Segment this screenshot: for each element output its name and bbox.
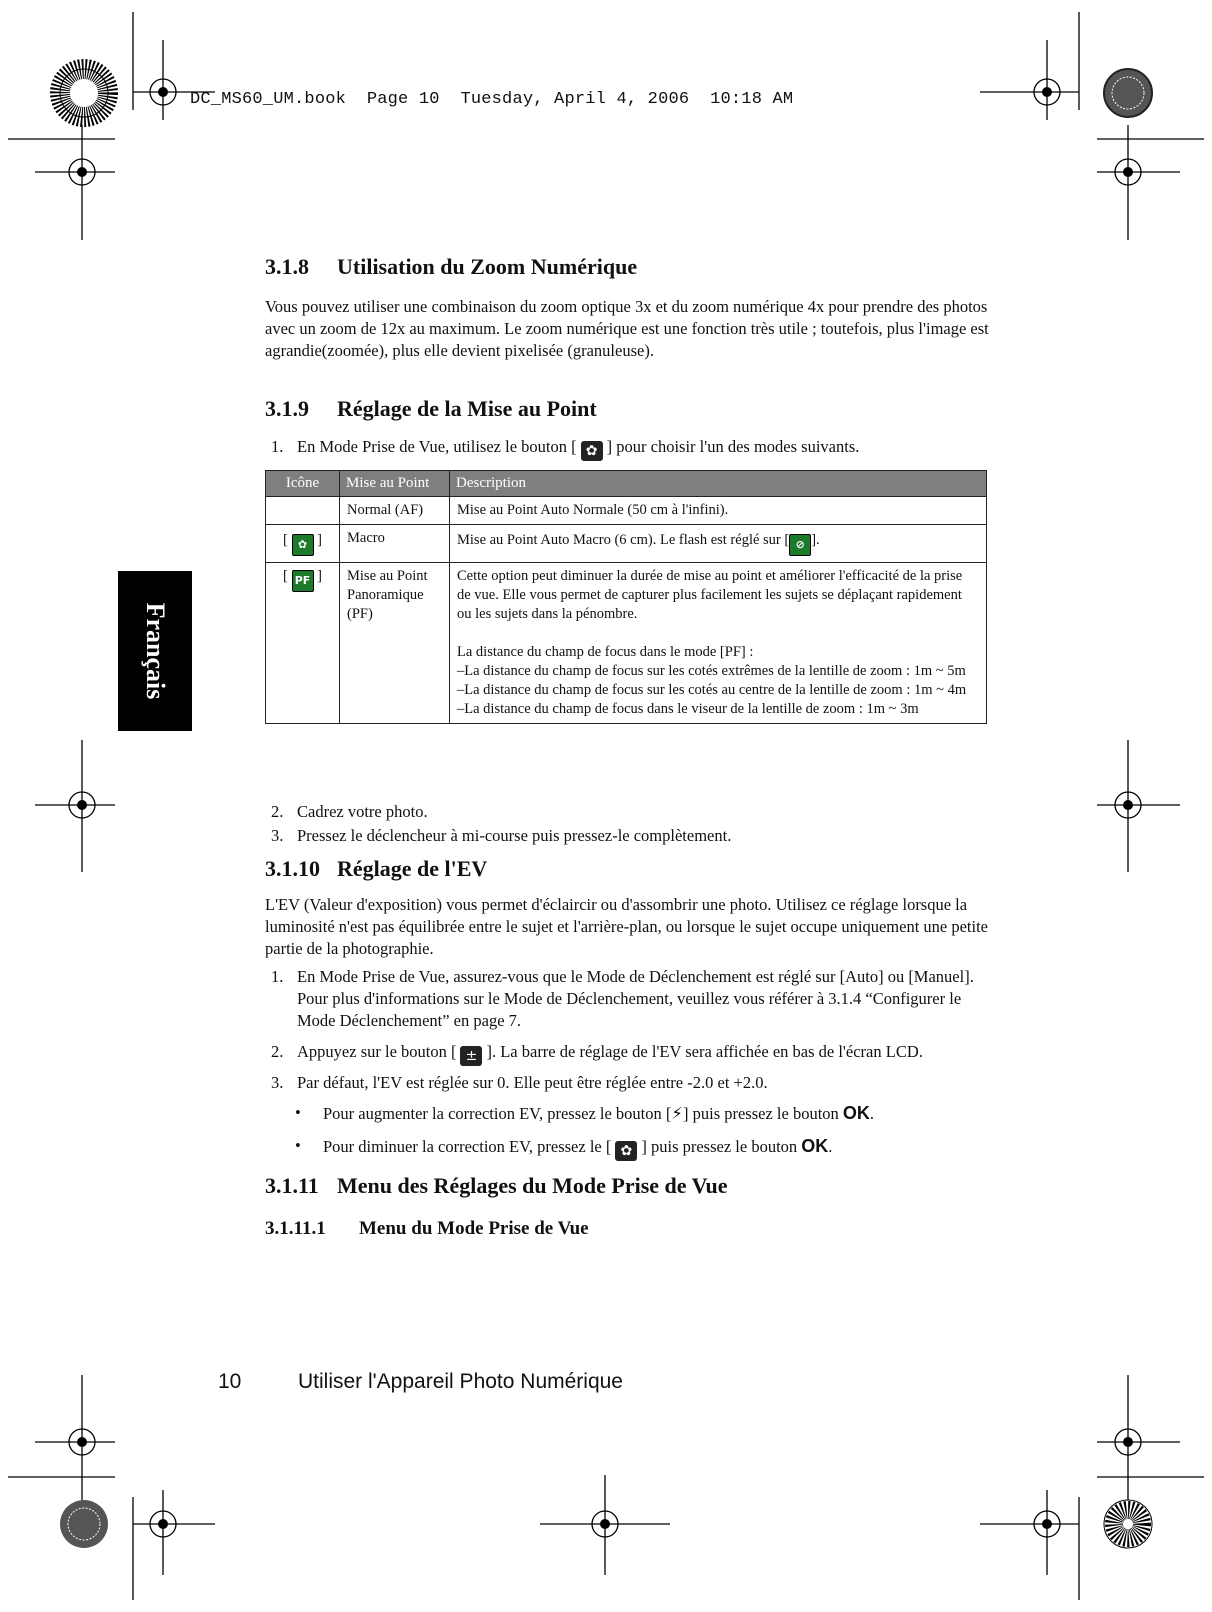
focus-mode-table	[265, 470, 987, 724]
table-cell-icon	[266, 497, 340, 525]
focus-step-2: 2. Cadrez votre photo.	[271, 802, 428, 821]
table-header-icon: Icône	[266, 471, 340, 497]
table-cell-mode: Mise au Point Panoramique (PF)	[340, 563, 450, 724]
section-heading-3-1-9: 3.1.9 Réglage de la Mise au Point	[265, 396, 597, 421]
section-heading-3-1-11: 3.1.11 Menu des Réglages du Mode Prise de Vue	[265, 1173, 728, 1198]
macro-icon: ✿	[292, 534, 314, 556]
book-header-line: DC_MS60_UM.book Page 10 Tuesday, April 4, 2006 10:18 AM	[190, 90, 794, 109]
section-heading-3-1-10: 3.1.10 Réglage de l'EV	[265, 856, 488, 881]
ev-step-2: 2. Appuyez sur le bouton [ ± ]. La barre de réglage de l'EV sera affichée en bas de l'écran LCD.	[271, 1042, 923, 1064]
table-cell-mode: Normal (AF)	[340, 497, 450, 525]
ev-bullet-increase: • Pour augmenter la correction EV, pressez le bouton [⚡] puis pressez le bouton OK.	[295, 1103, 875, 1123]
table-cell-mode: Macro	[340, 525, 450, 563]
flash-off-icon: ⊘	[789, 534, 811, 556]
table-row	[266, 563, 987, 724]
table-header-mode: Mise au Point	[340, 471, 450, 497]
table-header-description: Description	[450, 471, 987, 497]
ev-paragraph: L'EV (Valeur d'exposition) vous permet d'éclaircir ou d'assombrir une photo. Utilisez ce réglage lorsque la luminosité n'est pas équilibrée entre le sujet et l'arrière-plan, ou lorsque le sujet occupe uniquement une petite partie de la photographie.	[265, 895, 988, 958]
table-cell-description: Mise au Point Auto Normale (50 cm à l'infini).	[450, 497, 987, 525]
language-tab	[118, 571, 192, 731]
table-header-row	[266, 471, 987, 497]
table-cell-icon: [ PF ]	[266, 563, 340, 724]
language-tab-label: Français	[141, 602, 170, 700]
ev-step-1: 1. En Mode Prise de Vue, assurez-vous que le Mode de Déclenchement est réglé sur [Auto] ou [Manuel]. Pour plus d'informations sur le Mode de Déclenchement, veuillez vous référer à 3.1.4 “Configurer le Mode Déclenchement” en page 7.	[271, 967, 974, 1030]
zoom-paragraph: Vous pouvez utiliser une combinaison du zoom optique 3x et du zoom numérique 4x pour prendre des photos avec un zoom de 12x au maximum. Le zoom numérique est une fonction très utile ; toutefois, plus l'image est agrandie(zoomée), plus elle devient pixelisée (granuleuse).	[265, 297, 989, 360]
focus-step-1: 1. En Mode Prise de Vue, utilisez le bouton [ ✿ ] pour choisir l'un des modes suivants.	[271, 437, 860, 459]
table-cell-icon: [ ✿ ]	[266, 525, 340, 563]
table-cell-description: Cette option peut diminuer la durée de mise au point et améliorer l'efficacité de la prise de vue. Elle vous permet de capturer plus facilement les sujets se déplaçant rapidement ou les sujets dans la pénombre. La distance du champ de focus dans le mode [PF] : –La distance du champ de focus sur les cotés extrêmes de la lentille de zoom : 1m ~ 5m –La distance du champ de focus sur les cotés au centre de la lentille de zoom : 1m ~ 4m –La distance du champ de focus dans le viseur de la lentille de zoom : 1m ~ 3m	[450, 563, 987, 724]
ev-button-icon: ±	[460, 1046, 482, 1066]
ev-step-3: 3. Par défaut, l'EV est réglée sur 0. Elle peut être réglée entre -2.0 et +2.0.	[271, 1073, 768, 1092]
flash-icon: ⚡	[671, 1104, 683, 1123]
ev-bullet-decrease: • Pour diminuer la correction EV, pressez le [ ✿ ] puis pressez le bouton OK.	[295, 1136, 833, 1159]
table-cell-description: Mise au Point Auto Macro (6 cm). Le flash est réglé sur [ ⊘ ].	[450, 525, 987, 563]
section-heading-3-1-11-1: 3.1.11.1 Menu du Mode Prise de Vue	[265, 1218, 589, 1239]
page-number: 10	[218, 1370, 242, 1393]
footer-title: Utiliser l'Appareil Photo Numérique	[298, 1370, 623, 1393]
macro-button-icon: ✿	[615, 1141, 637, 1161]
table-row	[266, 525, 987, 563]
section-heading-3-1-8: 3.1.8 Utilisation du Zoom Numérique	[265, 254, 638, 279]
focus-step-3: 3. Pressez le déclencheur à mi-course puis pressez-le complètement.	[271, 826, 732, 845]
table-row	[266, 497, 987, 525]
macro-button-icon: ✿	[581, 441, 603, 461]
pf-icon: PF	[292, 570, 314, 592]
